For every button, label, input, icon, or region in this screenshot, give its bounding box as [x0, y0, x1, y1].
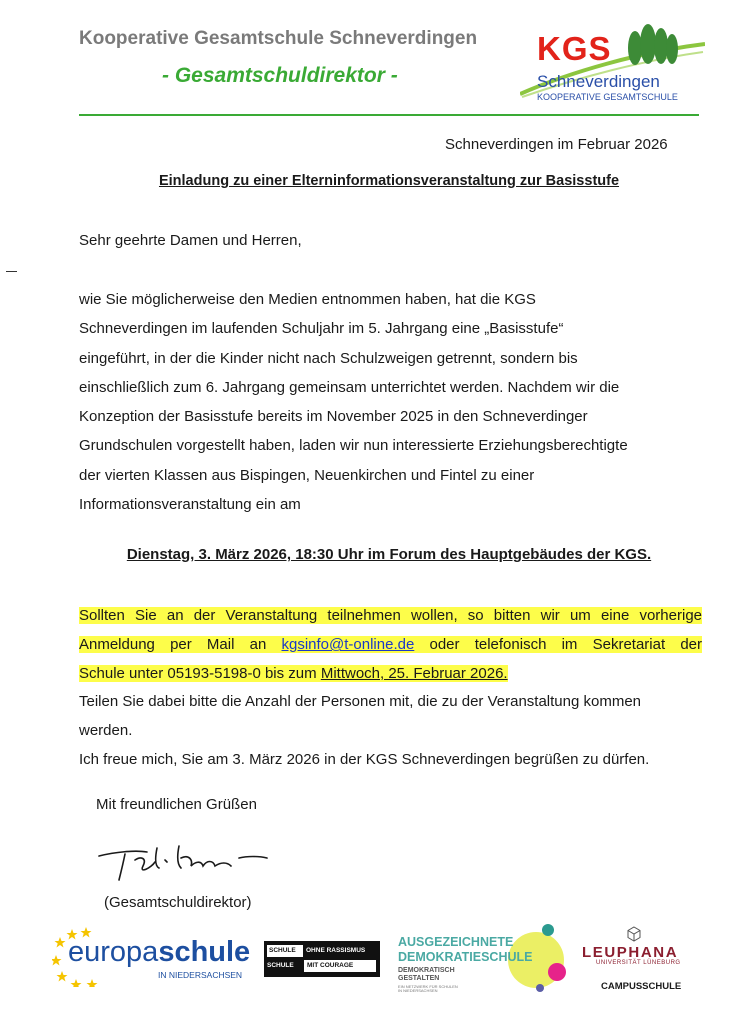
tree-icon: [628, 24, 678, 65]
body-line: der vierten Klassen aus Bispingen, Neuenkirchen und Fintel zu einer: [79, 466, 535, 484]
body-line: eingeführt, in der die Kinder nicht nach Schulzweigen getrennt, sondern bis: [79, 349, 578, 367]
date-line: Schneverdingen im Februar 2026: [445, 136, 668, 153]
demokratie-line-1: AUSGEZEICHNETE: [398, 935, 514, 949]
signature: [95, 838, 275, 882]
letter-subject: Einladung zu einer Elterninformationsveranstaltung zur Basisstufe: [158, 173, 620, 189]
fold-mark: [6, 271, 17, 272]
sor-cell-2: OHNE RASSISMUS: [306, 947, 366, 954]
after-line: werden.: [79, 722, 133, 740]
campusschule-label: CAMPUSSCHULE: [601, 981, 682, 992]
demokratie-line-4: EIN NETZWERK FÜR SCHULEN IN NIEDERSACHSEN: [398, 984, 458, 993]
registration-mail-prefix: Anmeldung per Mail an: [79, 636, 267, 654]
school-name: Kooperative Gesamtschule Schneverdingen: [79, 28, 478, 49]
body-line: Schneverdingen im laufenden Schuljahr im 5. Jahrgang eine „Basisstufe“: [79, 320, 564, 338]
europa-subtitle: IN NIEDERSACHSEN: [158, 970, 243, 980]
logo-subtitle: KOOPERATIVE GESAMTSCHULE: [537, 92, 678, 102]
body-line: Informationsveranstaltung ein am: [79, 496, 301, 514]
signature-role: (Gesamtschuldirektor): [104, 894, 252, 911]
logo-town: Schneverdingen: [537, 72, 660, 91]
demokratie-line-3: DEMOKRATISCH GESTALTEN: [398, 967, 455, 982]
letter-body: [79, 285, 704, 519]
schule-ohne-rassismus-logo: [264, 941, 380, 977]
registration-phone: Schule unter 05193-5198-0 bis zum: [79, 665, 317, 683]
after-line: Ich freue mich, Sie am 3. März 2026 in der KGS Schneverdingen begrüßen zu dürfen.: [79, 751, 650, 769]
registration-deadline: Mittwoch, 25. Februar 2026.: [320, 665, 508, 683]
after-line: Teilen Sie dabei bitte die Anzahl der Personen mit, die zu der Veranstaltung kommen: [79, 693, 642, 710]
sor-cell-1: SCHULE: [267, 945, 303, 957]
leuphana-cube-icon: [626, 926, 642, 942]
sor-cell-4: MIT COURAGE: [304, 960, 376, 972]
europa-word-b: schule: [158, 936, 251, 968]
sor-cell-3: SCHULE: [267, 962, 294, 969]
registration-line-1: Sollten Sie an der Veranstaltung teilnehmen wollen, so bitten wir um eine vorherige: [79, 607, 702, 624]
logo-abbrev: KGS: [537, 30, 612, 67]
registration-phone-prefix: oder telefonisch im Sekretariat der: [429, 636, 702, 654]
body-line: einschließlich zum 6. Jahrgang gemeinsam unterrichtet werden. Nachdem wir die: [79, 378, 620, 396]
closing-paragraph: [79, 687, 702, 775]
event-details: Dienstag, 3. März 2026, 18:30 Uhr im Forum des Hauptgebäudes der KGS.: [126, 546, 652, 563]
leuphana-subtitle: UNIVERSITÄT LÜNEBURG: [596, 960, 681, 966]
europa-word-a: europa: [68, 936, 159, 968]
header-divider: [79, 114, 699, 116]
salutation: Sehr geehrte Damen und Herren,: [79, 232, 302, 249]
demokratie-line-2: DEMOKRATIESCHULE: [398, 950, 533, 964]
director-title: - Gesamtschuldirektor -: [162, 64, 398, 87]
body-line: Grundschulen vorgestellt haben, laden wir nun interessierte Erziehungsberechtigte: [79, 437, 628, 455]
europaschule-logo: [68, 936, 250, 969]
leuphana-name: LEUPHANA: [582, 944, 679, 961]
registration-notice: [79, 601, 702, 689]
closing-greeting: Mit freundlichen Grüßen: [96, 796, 257, 813]
email-link[interactable]: kgsinfo@t-online.de: [281, 636, 415, 654]
body-line: wie Sie möglicherweise den Medien entnommen haben, hat die KGS: [79, 291, 536, 308]
body-line: Konzeption der Basisstufe bereits im November 2025 in den Schneverdinger: [79, 408, 588, 426]
